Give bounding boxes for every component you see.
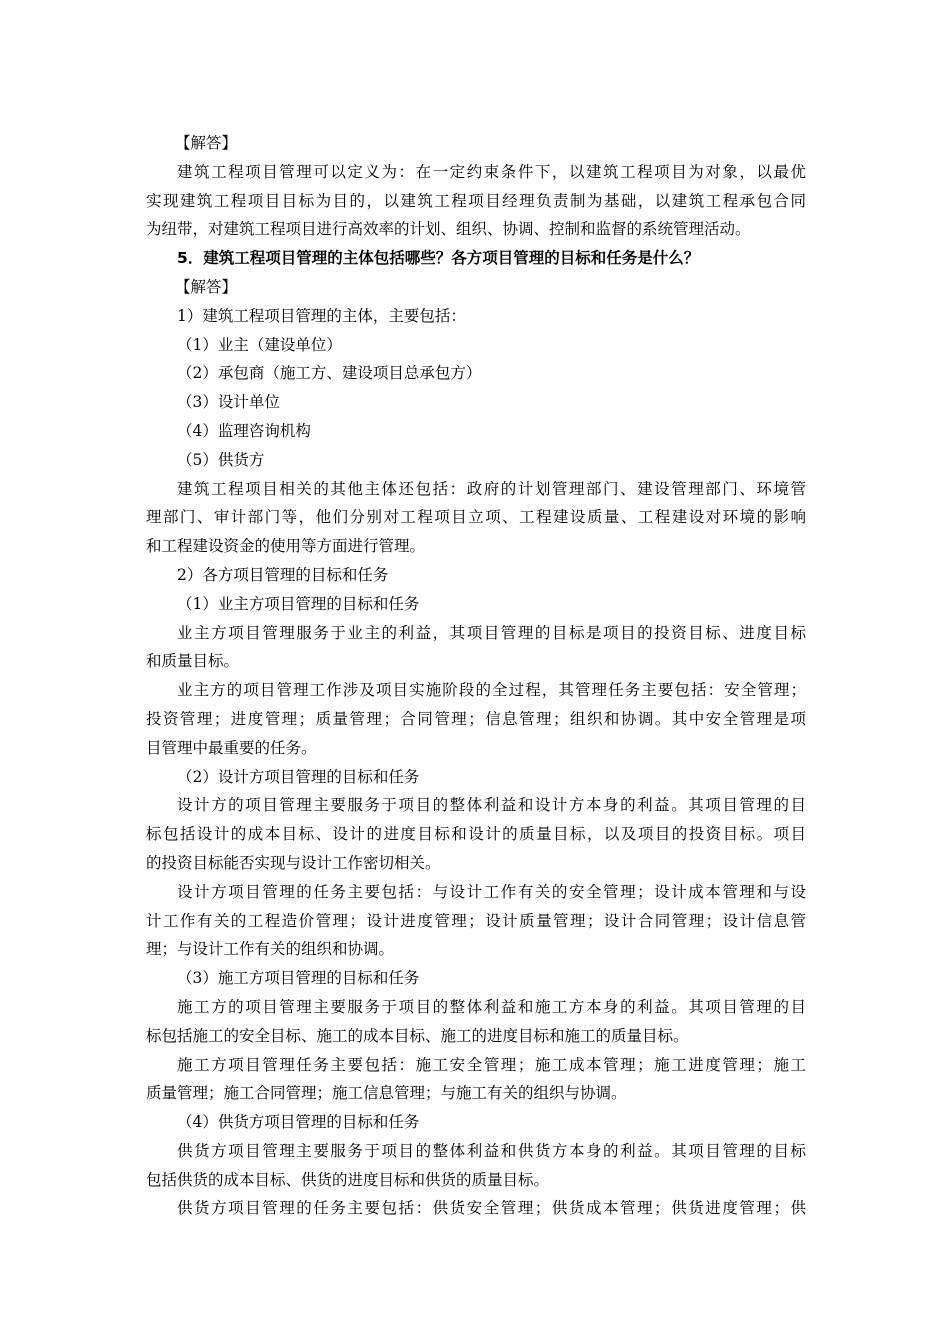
text-line: （2）承包商（施工方、建设项目总承包方） xyxy=(177,364,482,383)
text-line: 【解答】 xyxy=(175,134,238,152)
text-line: 包括供货的成本目标、供货的进度目标和供货的质量目标。 xyxy=(146,1170,550,1189)
text-line: 实现建筑工程项目目标为目的，以建筑工程项目经理负责制为基础，以建筑工程承包合同 xyxy=(146,191,806,210)
text-line: 设计方项目管理的任务主要包括：与设计工作有关的安全管理；设计成本管理和与设 xyxy=(177,882,806,901)
text-line: 为纽带，对建筑工程项目进行高效率的计划、组织、协调、控制和监督的系统管理活动。 xyxy=(146,220,751,239)
text-line: 5．建筑工程项目管理的主体包括哪些？各方项目管理的目标和任务是什么？ xyxy=(177,249,700,268)
text-line: 和质量目标。 xyxy=(146,652,240,671)
text-line: 施工方的项目管理主要服务于项目的整体利益和施工方本身的利益。其项目管理的目 xyxy=(177,997,806,1016)
text-line: （4）监理咨询机构 xyxy=(177,421,311,440)
text-line: 1）建筑工程项目管理的主体，主要包括： xyxy=(177,306,466,325)
text-line: 标包括施工的安全目标、施工的成本目标、施工的进度目标和施工的质量目标。 xyxy=(146,1026,689,1045)
text-line: 和工程建设资金的使用等方面进行管理。 xyxy=(146,537,426,556)
text-line: 供货方项目管理主要服务于项目的整体利益和供货方本身的利益。其项目管理的目标 xyxy=(177,1141,806,1160)
text-line: （3）施工方项目管理的目标和任务 xyxy=(177,969,420,988)
text-line: 标包括设计的成本目标、设计的进度目标和设计的质量目标，以及项目的投资目标。项目 xyxy=(146,825,806,844)
text-line: 计工作有关的工程造价管理；设计进度管理；设计质量管理；设计合同管理；设计信息管 xyxy=(146,911,806,930)
text-line: 业主方项目管理服务于业主的利益，其项目管理的目标是项目的投资目标、进度目标 xyxy=(177,623,806,642)
document-page xyxy=(146,129,806,1223)
text-line: （5）供货方 xyxy=(177,450,265,469)
text-line: 施工方项目管理任务主要包括：施工安全管理；施工成本管理；施工进度管理；施工 xyxy=(177,1055,806,1074)
text-line: 2）各方项目管理的目标和任务 xyxy=(177,565,389,584)
text-line: （3）设计单位 xyxy=(177,393,280,412)
text-line: 理；与设计工作有关的组织和协调。 xyxy=(146,940,395,959)
text-line: （1）业主方项目管理的目标和任务 xyxy=(177,594,420,613)
text-line: 目管理中最重要的任务。 xyxy=(146,738,317,757)
text-line: 投资管理；进度管理；质量管理；合同管理；信息管理；组织和协调。其中安全管理是项 xyxy=(146,709,806,728)
text-line: 【解答】 xyxy=(175,277,238,296)
text-line: 理部门、审计部门等，他们分别对工程项目立项、工程建设质量、工程建设对环境的影响 xyxy=(146,508,806,527)
text-line: 业主方的项目管理工作涉及项目实施阶段的全过程，其管理任务主要包括：安全管理； xyxy=(177,681,806,700)
text-line: 质量管理；施工合同管理；施工信息管理；与施工有关的组织与协调。 xyxy=(146,1084,627,1103)
text-line: 供货方项目管理的任务主要包括：供货安全管理；供货成本管理；供货进度管理；供 xyxy=(177,1199,806,1218)
text-line: 设计方的项目管理主要服务于项目的整体利益和设计方本身的利益。其项目管理的目 xyxy=(177,796,806,815)
text-line: 建筑工程项目管理可以定义为：在一定约束条件下，以建筑工程项目为对象，以最优 xyxy=(177,162,806,181)
text-line: 的投资目标能否实现与设计工作密切相关。 xyxy=(146,853,441,872)
text-line: （2）设计方项目管理的目标和任务 xyxy=(177,767,420,786)
text-line: （4）供货方项目管理的目标和任务 xyxy=(177,1113,420,1132)
text-line: （1）业主（建设单位） xyxy=(177,335,342,354)
text-line: 建筑工程项目相关的其他主体还包括：政府的计划管理部门、建设管理部门、环境管 xyxy=(177,479,806,498)
